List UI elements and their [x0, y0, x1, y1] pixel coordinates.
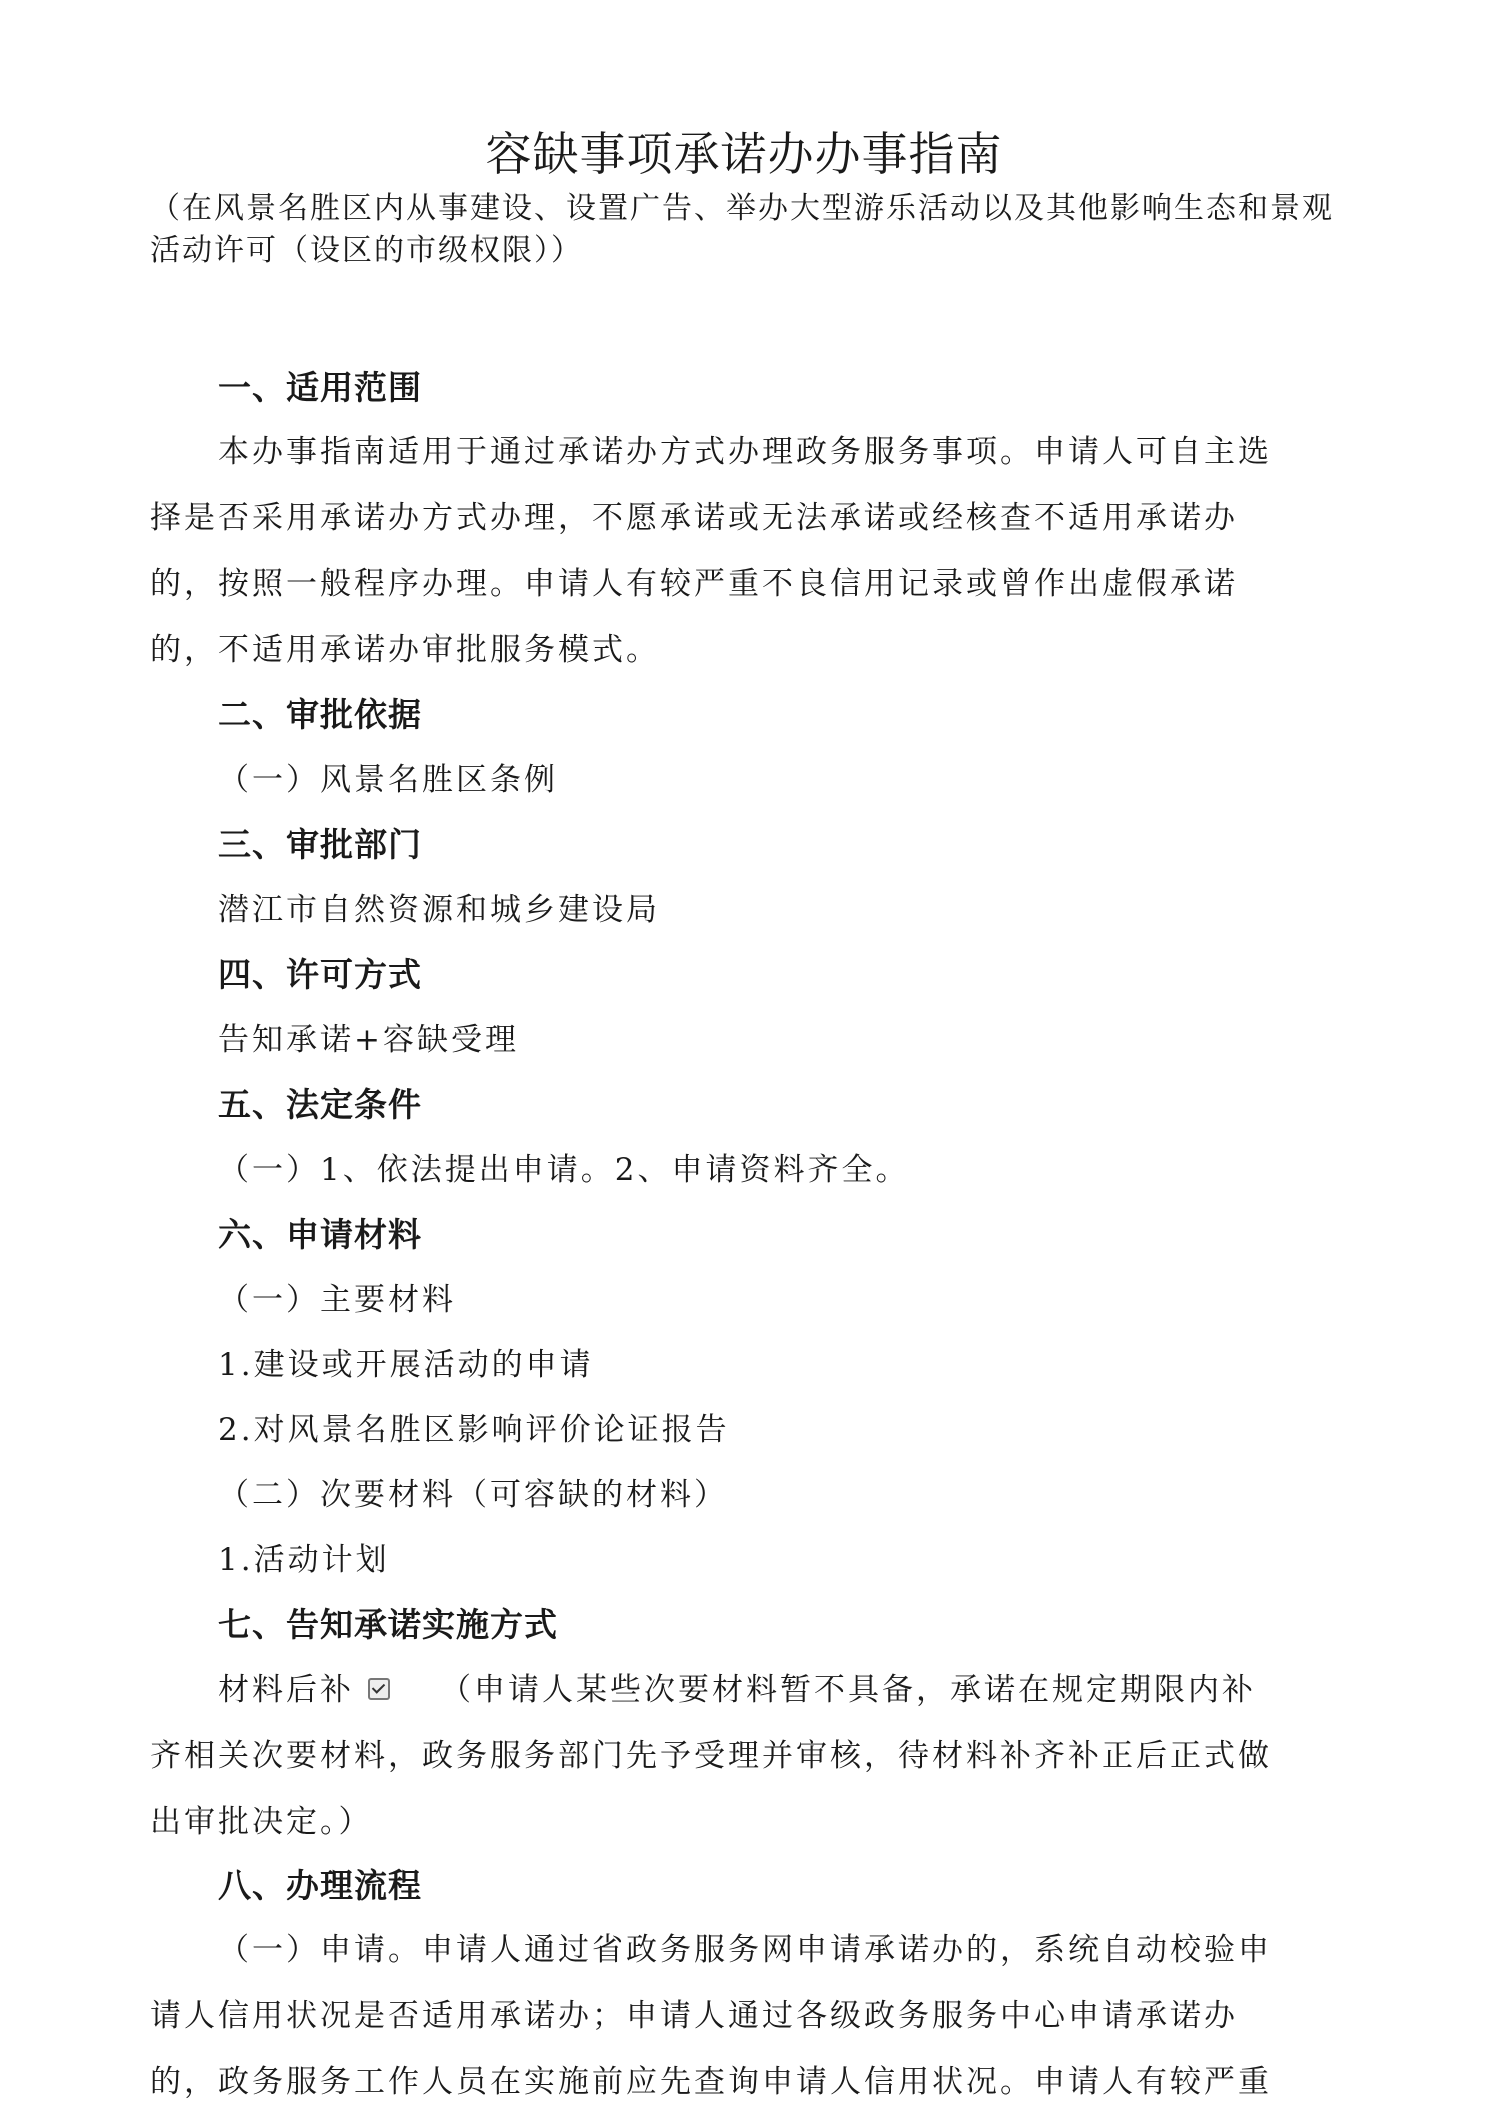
paragraph-line: （一）风景名胜区条例 [218, 762, 558, 798]
document-title: 容缺事项承诺办办事指南 [485, 127, 1003, 181]
paragraph-line: 齐相关次要材料，政务服务部门先予受理并审核，待材料补齐补正后正式做 [150, 1738, 1272, 1774]
section-heading-scope: 一、适用范围 [218, 368, 422, 407]
section-heading-license-method: 四、许可方式 [218, 955, 422, 994]
paragraph-line: 的，政务服务工作人员在实施前应先查询申请人信用状况。申请人有较严重 [150, 2064, 1272, 2100]
paragraph-line: （二）次要材料（可容缺的材料） [218, 1477, 728, 1513]
section-heading-department: 三、审批部门 [218, 825, 422, 864]
paragraph-line: 的，按照一般程序办理。申请人有较严重不良信用记录或曾作出虚假承诺 [150, 566, 1238, 602]
section-heading-materials: 六、申请材料 [218, 1215, 422, 1254]
paragraph-line: 潜江市自然资源和城乡建设局 [218, 892, 660, 928]
section-heading-commitment-method: 七、告知承诺实施方式 [218, 1605, 558, 1644]
paragraph-line: 本办事指南适用于通过承诺办方式办理政务服务事项。申请人可自主选 [218, 434, 1272, 470]
checkbox-description: （申请人某些次要材料暂不具备，承诺在规定期限内补 [440, 1672, 1256, 1708]
paragraph-line: （一）申请。申请人通过省政务服务网申请承诺办的，系统自动校验申 [218, 1932, 1272, 1968]
material-supplement-checkbox[interactable] [368, 1678, 390, 1700]
paragraph-line [218, 1670, 1256, 1710]
paragraph-line: 2.对风景名胜区影响评价论证报告 [218, 1412, 730, 1448]
paragraph-line: 的，不适用承诺办审批服务模式。 [150, 632, 660, 668]
section-heading-process: 八、办理流程 [218, 1866, 422, 1905]
paragraph-line: 请人信用状况是否适用承诺办；申请人通过各级政务服务中心申请承诺办 [150, 1998, 1238, 2034]
paragraph-line: 1.建设或开展活动的申请 [218, 1347, 594, 1383]
section-heading-basis: 二、审批依据 [218, 695, 422, 734]
paragraph-line: 择是否采用承诺办方式办理，不愿承诺或无法承诺或经核查不适用承诺办 [150, 500, 1238, 536]
document-subtitle: （在风景名胜区内从事建设、设置广告、举办大型游乐活动以及其他影响生态和景观活动许可（设区的市级权限）） [150, 191, 1334, 268]
paragraph-line: 告知承诺+容缺受理 [218, 1022, 519, 1058]
paragraph-line: （一）1、依法提出申请。2、申请资料齐全。 [218, 1152, 910, 1188]
paragraph-line: （一）主要材料 [218, 1282, 456, 1318]
paragraph-line: 1.活动计划 [218, 1542, 390, 1578]
section-heading-conditions: 五、法定条件 [218, 1085, 422, 1124]
checkbox-label: 材料后补 [218, 1672, 354, 1708]
paragraph-line: 出审批决定。） [150, 1804, 373, 1840]
